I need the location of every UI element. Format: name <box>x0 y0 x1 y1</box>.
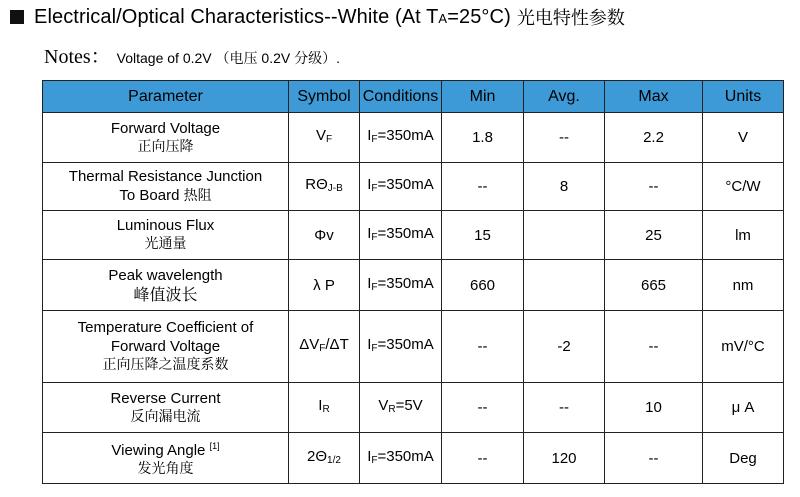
table-header-row <box>43 81 784 113</box>
section-title <box>8 2 625 32</box>
table-row <box>43 311 784 383</box>
notes-label: Notes： <box>44 46 111 68</box>
cell-symbol: $\Delta V_F/\Delta T$ <box>289 311 360 383</box>
cell-units: μ A <box>703 383 784 433</box>
title-chinese: 光电特性参数 <box>516 8 625 29</box>
cell-units: mV/°C <box>703 311 784 383</box>
header-avg: Avg. <box>524 81 605 113</box>
cell-symbol: $I_R$ <box>289 383 360 433</box>
cell-conditions: $I_F=350mA$ <box>360 163 442 211</box>
cell-symbol: Φv <box>289 211 360 260</box>
cell-conditions: $I_F=350mA$ <box>360 433 442 484</box>
cell-parameter: Viewing Angle [1] 发光角度 <box>43 433 289 484</box>
cell-symbol: $2\Theta_{1/2}$ <box>289 433 360 484</box>
cell-max: -- <box>605 311 703 383</box>
cell-conditions: $V_R=5V$ <box>360 383 442 433</box>
cell-max: -- <box>605 163 703 211</box>
characteristics-table <box>42 80 784 484</box>
table-row <box>43 260 784 311</box>
notes <box>44 40 340 69</box>
cell-max: 10 <box>605 383 703 433</box>
table-row <box>43 383 784 433</box>
cell-max: -- <box>605 433 703 484</box>
cell-max: 2.2 <box>605 113 703 163</box>
cell-avg: 8 <box>524 163 605 211</box>
cell-units: nm <box>703 260 784 311</box>
table-row <box>43 113 784 163</box>
header-min: Min <box>442 81 524 113</box>
cell-conditions: $I_F=350mA$ <box>360 211 442 260</box>
cell-parameter: Forward Voltage 正向压降 <box>43 113 289 163</box>
table-row <box>43 163 784 211</box>
cell-parameter: Peak wavelength 峰值波长 <box>43 260 289 311</box>
cell-units: lm <box>703 211 784 260</box>
cell-symbol: $R\Theta_{J-B}$ <box>289 163 360 211</box>
cell-avg: 120 <box>524 433 605 484</box>
cell-parameter: Temperature Coefficient of Forward Voltage 正向压降之温度系数 <box>43 311 289 383</box>
cell-min: 1.8 <box>442 113 524 163</box>
square-bullet-icon <box>10 10 24 24</box>
notes-text: Voltage of 0.2V （电压 0.2V 分级）. <box>116 50 340 66</box>
cell-symbol: λ P <box>289 260 360 311</box>
header-max: Max <box>605 81 703 113</box>
cell-conditions: $I_F=350mA$ <box>360 113 442 163</box>
cell-units: Deg <box>703 433 784 484</box>
cell-min: -- <box>442 383 524 433</box>
cell-avg <box>524 260 605 311</box>
cell-parameter: Thermal Resistance Junction To Board 热阻 <box>43 163 289 211</box>
cell-parameter: Luminous Flux 光通量 <box>43 211 289 260</box>
header-symbol: Symbol <box>289 81 360 113</box>
cell-avg: -- <box>524 113 605 163</box>
cell-min: -- <box>442 311 524 383</box>
cell-avg: -2 <box>524 311 605 383</box>
cell-max: 665 <box>605 260 703 311</box>
header-conditions: Conditions <box>360 81 442 113</box>
cell-units: °C/W <box>703 163 784 211</box>
cell-min: -- <box>442 163 524 211</box>
cell-min: -- <box>442 433 524 484</box>
cell-avg: -- <box>524 383 605 433</box>
cell-min: 660 <box>442 260 524 311</box>
header-units: Units <box>703 81 784 113</box>
cell-avg <box>524 211 605 260</box>
table-row <box>43 211 784 260</box>
cell-conditions: $I_F=350mA$ <box>360 260 442 311</box>
table-row <box>43 433 784 484</box>
cell-units: V <box>703 113 784 163</box>
header-parameter: Parameter <box>43 81 289 113</box>
cell-symbol: $V_F$ <box>289 113 360 163</box>
title-text: Electrical/Optical Characteristics--White (At TA=25°C) <box>34 5 511 28</box>
cell-max: 25 <box>605 211 703 260</box>
cell-conditions: $I_F=350mA$ <box>360 311 442 383</box>
cell-min: 15 <box>442 211 524 260</box>
cell-parameter: Reverse Current 反向漏电流 <box>43 383 289 433</box>
